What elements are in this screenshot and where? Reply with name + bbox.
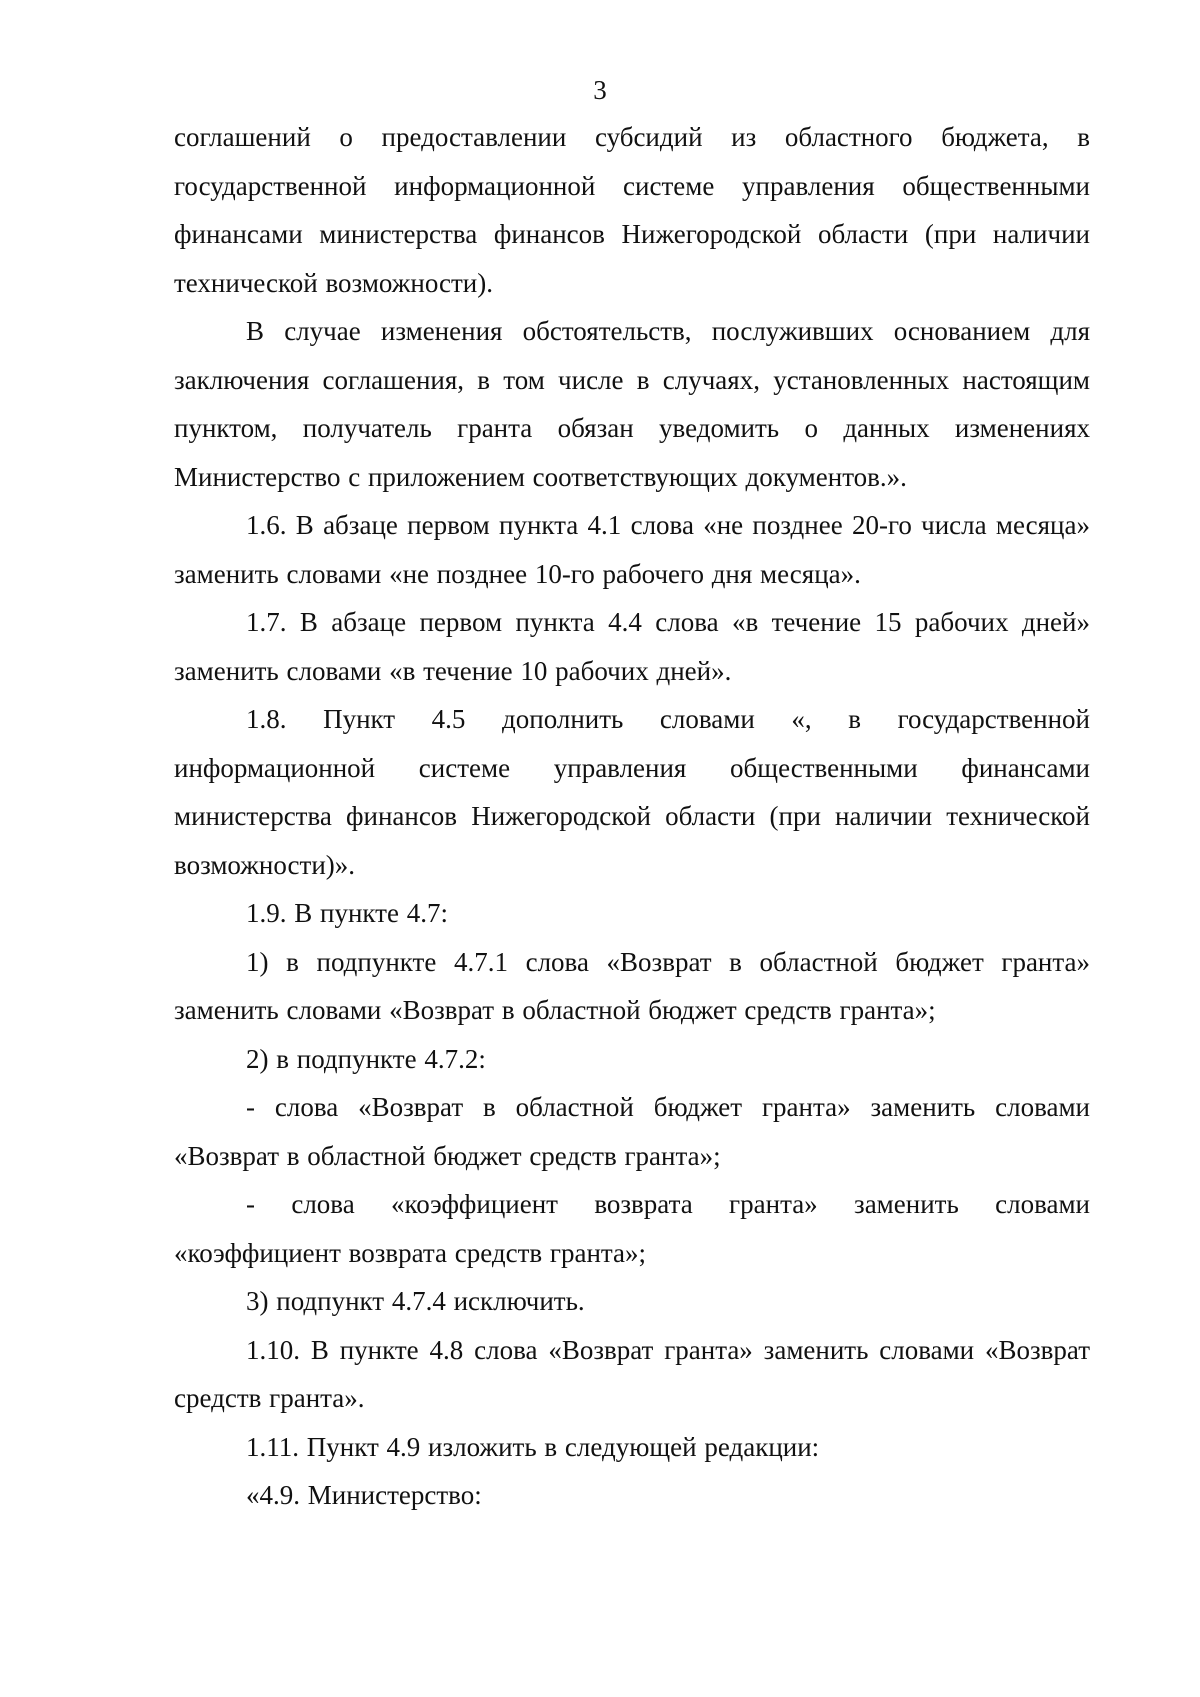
paragraph: 1.8. Пункт 4.5 дополнить словами «, в государственной информационной системе управления общественными финансами министерства финансов Нижегородской области (при наличии технической возможности)». xyxy=(174,704,1090,880)
page-number: 3 xyxy=(593,75,607,105)
paragraph: 1.9. В пункте 4.7: xyxy=(246,898,448,928)
paragraph: - слова «коэффициент возврата гранта» заменить словами «коэффициент возврата средств гранта»; xyxy=(174,1189,1090,1268)
paragraph: 1.6. В абзаце первом пункта 4.1 слова «не позднее 20-го числа месяца» заменить словами «не позднее 10-го рабочего дня месяца». xyxy=(174,510,1090,589)
paragraph: 1.7. В абзаце первом пункта 4.4 слова «в течение 15 рабочих дней» заменить словами «в течение 10 рабочих дней». xyxy=(174,607,1090,686)
paragraph: В случае изменения обстоятельств, послуживших основанием для заключения соглашения, в том числе в случаях, установленных настоящим пунктом, получатель гранта обязан уведомить о данных изменениях Министерство с приложением соответствующих документов.». xyxy=(174,316,1090,492)
paragraph: 1.11. Пункт 4.9 изложить в следующей редакции: xyxy=(246,1431,820,1462)
document-body xyxy=(174,113,1090,1520)
paragraph: 2) в подпункте 4.7.2: xyxy=(246,1043,486,1074)
paragraph: «4.9. Министерство: xyxy=(246,1480,482,1510)
paragraph: 3) подпункт 4.7.4 исключить. xyxy=(246,1286,585,1316)
paragraph: - слова «Возврат в областной бюджет гранта» заменить словами «Возврат в областной бюджет средств гранта»; xyxy=(174,1092,1090,1171)
paragraph: 1) в подпункте 4.7.1 слова «Возврат в областной бюджет гранта» заменить словами «Возврат в областной бюджет средств гранта»; xyxy=(174,946,1090,1025)
paragraph: соглашений о предоставлении субсидий из областного бюджета, в государственной информационной системе управления общественными финансами министерства финансов Нижегородской области (при наличии технической возможности). xyxy=(174,122,1090,298)
paragraph: 1.10. В пункте 4.8 слова «Возврат гранта» заменить словами «Возврат средств гранта». xyxy=(174,1334,1090,1413)
